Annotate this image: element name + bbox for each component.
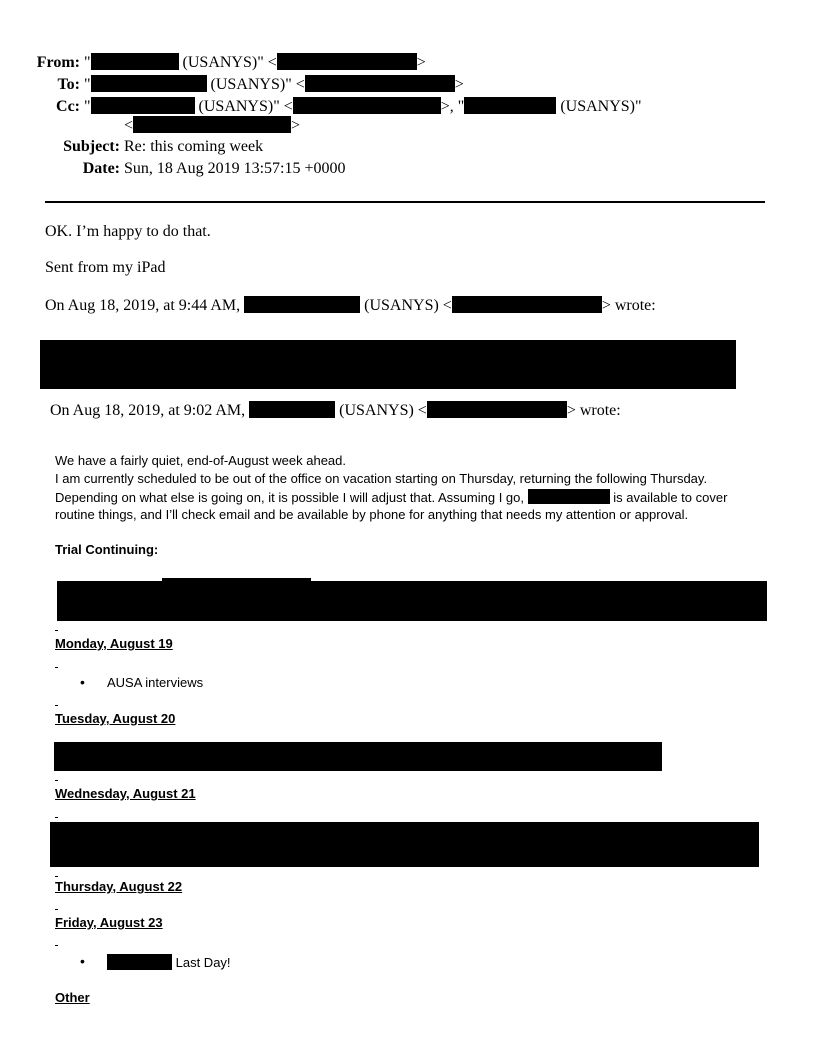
memo-line-1: We have a fairly quiet, end-of-August week ahead. <box>55 453 346 468</box>
redaction <box>305 75 455 92</box>
heading-wednesday: Wednesday, August 21 <box>55 786 196 801</box>
heading-friday: Friday, August 23 <box>55 915 163 930</box>
friday-item: Last Day! <box>107 954 231 970</box>
trial-heading: Trial Continuing: <box>55 542 159 557</box>
heading-thursday: Thursday, August 22 <box>55 879 183 894</box>
header-subject <box>0 138 263 156</box>
memo-line-4: routine things, and I’ll check email and be available by phone for anything that needs my attention or approval. <box>55 507 689 522</box>
redaction <box>244 296 360 313</box>
header-cc: Cc: " (USANYS)" < >, " (USANYS)" <box>0 97 642 116</box>
date-value: Sun, 18 Aug 2019 13:57:15 +0000 <box>124 160 346 177</box>
tick-mark <box>55 630 58 631</box>
header-date <box>0 160 345 178</box>
heading-tuesday: Tuesday, August 20 <box>55 711 176 726</box>
redaction <box>133 116 291 133</box>
to-label: To: <box>57 76 80 93</box>
redaction <box>528 489 610 504</box>
tick-mark <box>55 945 58 946</box>
memo-line-3: Depending on what else is going on, it is possible I will adjust that. Assuming I go, is available to cover <box>55 490 728 505</box>
tick-mark <box>55 780 58 781</box>
redaction <box>91 97 195 114</box>
quote2-header: On Aug 18, 2019, at 9:02 AM, (USANYS) < > wrote: <box>50 402 621 419</box>
redaction <box>293 97 441 114</box>
redaction <box>452 296 602 313</box>
redaction <box>249 401 335 418</box>
bullet-icon: • <box>80 953 85 969</box>
tick-mark <box>55 667 58 668</box>
memo-line-2: I am currently scheduled to be out of the office on vacation starting on Thursday, returning the following Thursday. <box>55 471 708 486</box>
redaction-block <box>57 581 767 621</box>
redaction <box>91 53 179 70</box>
bullet-icon: • <box>80 674 85 690</box>
redaction-block <box>50 822 759 867</box>
redaction <box>277 53 417 70</box>
redaction-block <box>54 742 662 771</box>
tick-mark <box>55 817 58 818</box>
header-divider <box>45 201 765 203</box>
reply-text: OK. I’m happy to do that. <box>45 223 211 240</box>
redaction-block <box>40 340 736 389</box>
heading-other: Other <box>55 990 90 1005</box>
header-cc-line2: < > <box>124 117 301 134</box>
heading-monday: Monday, August 19 <box>55 636 173 651</box>
tick-mark <box>55 876 58 877</box>
monday-item: AUSA interviews <box>107 675 204 690</box>
quote1-header: On Aug 18, 2019, at 9:44 AM, (USANYS) < > wrote: <box>45 297 656 314</box>
cc-label: Cc: <box>56 98 80 115</box>
header-to: To: " (USANYS)" < > <box>0 75 464 94</box>
redaction <box>91 75 207 92</box>
date-label: Date: <box>82 160 120 177</box>
subject-label: Subject: <box>63 138 120 155</box>
redaction <box>107 954 172 970</box>
header-from: From: " (USANYS)" < > <box>0 53 426 72</box>
subject-value: Re: this coming week <box>124 138 264 155</box>
tick-mark <box>55 705 58 706</box>
signature: Sent from my iPad <box>45 259 166 276</box>
tick-mark <box>55 909 58 910</box>
redaction <box>464 97 556 114</box>
from-label: From: <box>36 54 80 71</box>
redaction <box>427 401 567 418</box>
